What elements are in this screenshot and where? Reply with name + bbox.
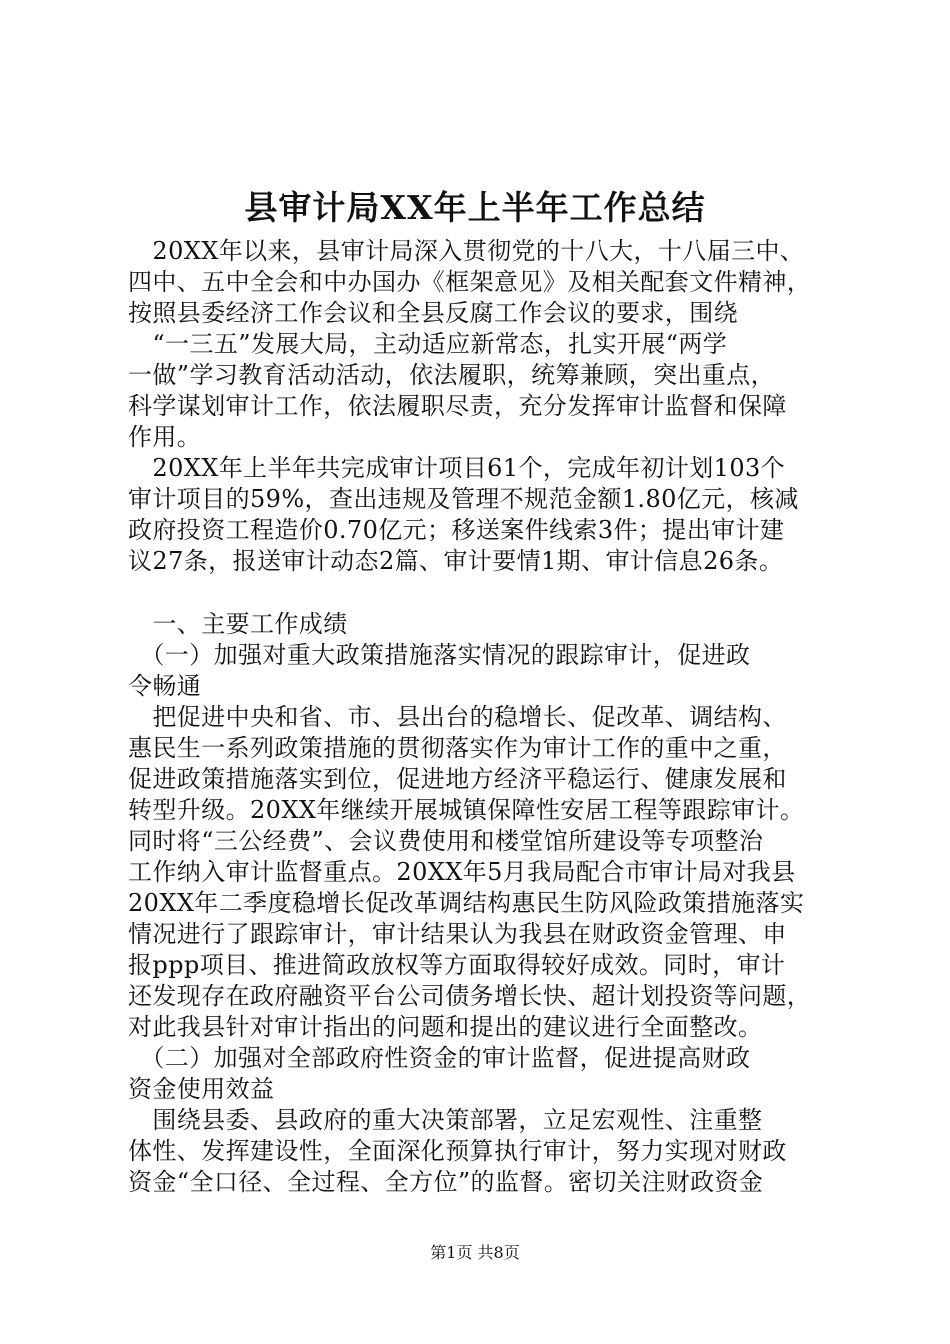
body-text-line: 同时将“三公经费”、会议费使用和楼堂馆所建设等专项整治 [128,827,764,855]
body-text-line: 一、主要工作成绩 [128,610,348,638]
body-text-line: 促进政策措施落实到位，促进地方经济平稳运行、健康发展和 [128,765,787,793]
paragraph-gap [128,577,834,609]
body-text-line: 对此我县针对审计指出的问题和提出的建议进行全面整改。 [128,1013,763,1041]
body-text-line: “一三五”发展大局，主动适应新常态，扎实开展“两学 [128,330,728,358]
body-text-line: 资金使用效益 [128,1075,275,1103]
body-text-line: 四中、五中全会和中办国办《框架意见》及相关配套文件精神， [128,268,812,296]
body-text-line: 转型升级。20XX年继续开展城镇保障性安居工程等跟踪审计。 [128,796,805,824]
body-text-line: 情况进行了跟踪审计，审计结果认为我县在财政资金管理、申 [128,920,787,948]
document-title: 县审计局XX年上半年工作总结 [244,188,706,227]
body-text-line: 资金“全口径、全过程、全方位”的监督。密切关注财政资金 [128,1168,764,1196]
body-text-line: 作用。 [128,423,202,451]
body-text-line: 令畅通 [128,672,202,700]
body-text-line: 政府投资工程造价0.70亿元；移送案件线索3件；提出审计建 [128,516,785,544]
body-text-line: 20XX年以来，县审计局深入贯彻党的十八大，十八届三中、 [128,237,805,265]
body-text-line: 按照县委经济工作会议和全县反腐工作会议的要求，围绕 [128,299,738,327]
body-text-line: 20XX年上半年共完成审计项目61个，完成年初计划103个 [128,454,786,482]
body-text-line: 报ppp项目、推进简政放权等方面取得较好成效。同时，审计 [128,951,786,979]
body-text-line: 工作纳入审计监督重点。20XX年5月我局配合市审计局对我县 [128,858,796,886]
body-text-line: 议27条，报送审计动态2篇、审计要情1期、审计信息26条。 [128,547,784,575]
body-text-line: （一）加强对重大政策措施落实情况的跟踪审计，促进政 [128,641,751,669]
body-text-line: 围绕县委、县政府的重大决策部署，立足宏观性、注重整 [128,1106,763,1134]
page-number-footer: 第1页 共8页 [430,1243,520,1262]
body-text-line: 惠民生一系列政策措施的贯彻落实作为审计工作的重中之重， [128,734,787,762]
body-text-line: 科学谋划审计工作，依法履职尽责，充分发挥审计监督和保障 [128,392,787,420]
body-text-line: 20XX年二季度稳增长促改革调结构惠民生防风险政策措施落实 [128,889,805,917]
body-text-line: 把促进中央和省、市、县出台的稳增长、促改革、调结构、 [128,703,787,731]
body-text-line: 一做”学习教育活动活动，依法履职，统筹兼顾，突出重点， [128,361,776,389]
body-text-line: 体性、发挥建设性，全面深化预算执行审计，努力实现对财政 [128,1137,787,1165]
body-text-line: 审计项目的59%，查出违规及管理不规范金额1.80亿元，核减 [128,485,799,513]
body-text-line: 还发现存在政府融资平台公司债务增长快、超计划投资等问题， [128,982,812,1010]
body-text-line: （二）加强对全部政府性资金的审计监督，促进提高财政 [128,1044,751,1072]
document-body [128,236,834,1198]
